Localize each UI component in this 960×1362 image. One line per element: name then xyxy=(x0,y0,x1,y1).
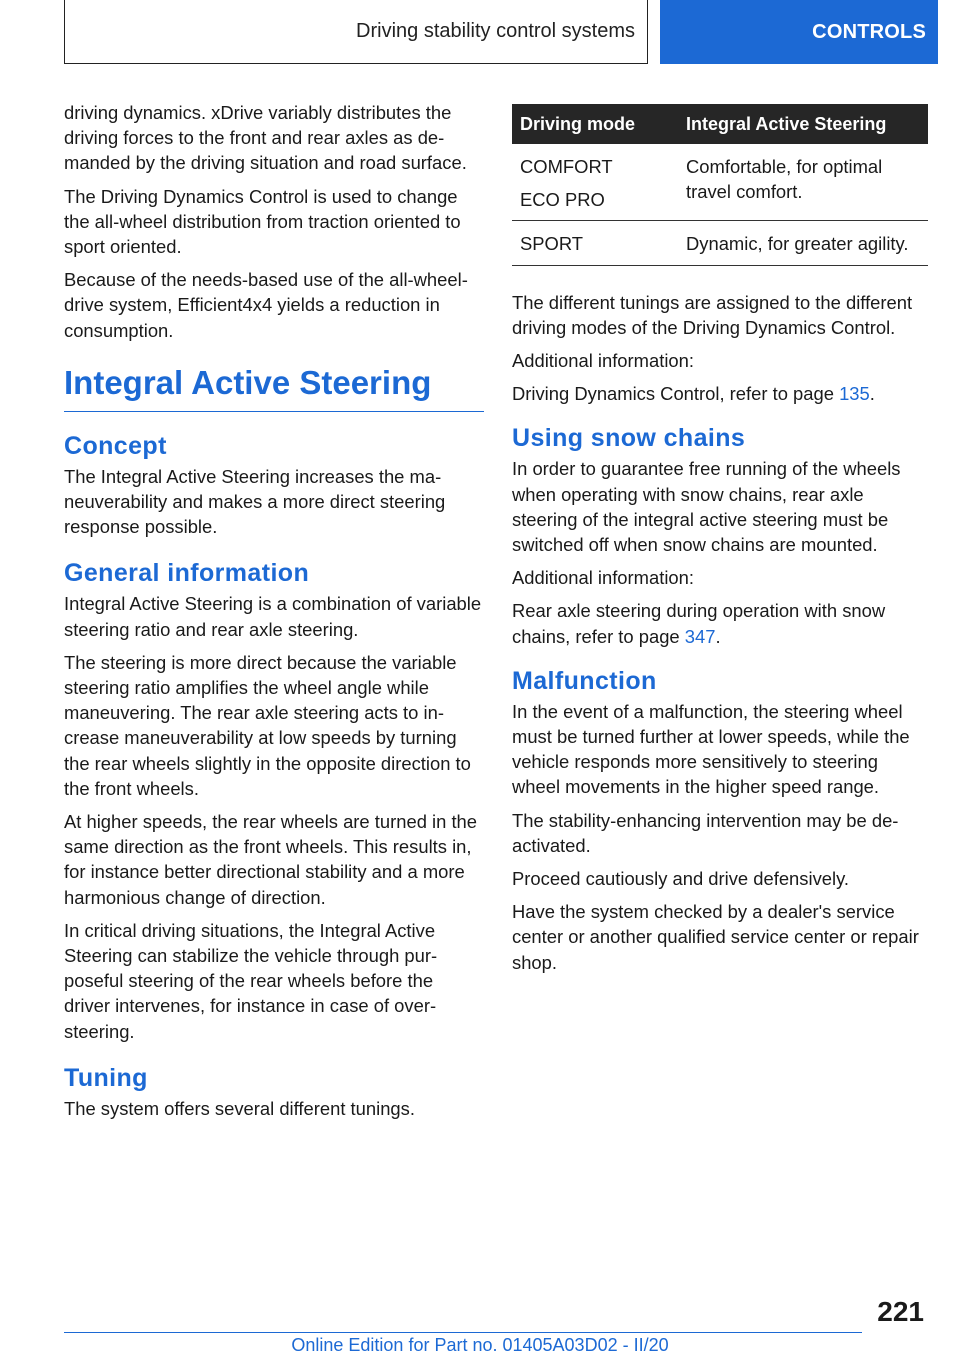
paragraph: Additional information: xyxy=(512,350,694,372)
table-header-driving-mode: Driving mode xyxy=(512,104,678,144)
paragraph: The different tunings are assigned to the different driving modes of the Driving Dynamics Control. xyxy=(512,291,913,338)
paragraph: Proceed cautiously and drive defensively. xyxy=(512,868,850,890)
table-cell-description: Comfortable, for optimal travel comfort. xyxy=(678,144,928,221)
header-section-title xyxy=(64,0,648,64)
page-number: 221 xyxy=(877,1296,924,1327)
header-chapter-tab[interactable] xyxy=(660,0,938,64)
header-chapter-text: CONTROLS xyxy=(812,20,926,43)
subheading-using-snow-chains: Using snow chains xyxy=(512,424,746,453)
subheading-malfunction: Malfunction xyxy=(512,666,657,695)
reference-text: Driving Dynamics Control, refer to page xyxy=(512,383,840,405)
paragraph: Integral Active Steering is a combination of variable steering ratio and rear axle steering. xyxy=(64,593,482,640)
paragraph-with-page-link: Rear axle steering during operation with snow chains, refer to page 347. xyxy=(512,600,886,647)
paragraph: The system offers several different tunings. xyxy=(64,1097,415,1119)
subheading-concept: Concept xyxy=(64,431,167,460)
driving-mode-table xyxy=(512,104,928,266)
subheading-general-information: General information xyxy=(64,559,310,588)
footer-divider xyxy=(64,1332,862,1333)
paragraph: In the event of a malfunction, the steering wheel must be turned further at lower speeds, while the vehicle responds more sensitively to steering wheel movements in the higher speed range. xyxy=(512,700,910,798)
paragraph: Have the system checked by a dealer's service center or another qualified service center or repair shop. xyxy=(512,901,919,973)
paragraph: The Integral Active Steering increases the maneuverability and makes a more direct steering response possible. xyxy=(64,465,446,538)
table-cell-mode: SPORT xyxy=(512,221,678,265)
paragraph: Additional information: xyxy=(512,567,694,589)
mode-comfort: COMFORT xyxy=(520,156,613,177)
subheading-tuning: Tuning xyxy=(64,1063,148,1092)
paragraph: In critical driving situations, the Integral Active Steering can stabilize the vehicle through purposeful steering of the rear wheels before the driver intervenes, for instance in case of oversteering. xyxy=(64,919,438,1042)
table-header-row xyxy=(512,104,928,144)
page-link-347[interactable]: 347 xyxy=(684,625,716,647)
reference-text: Rear axle steering during operation with snow chains, refer to page xyxy=(512,600,886,647)
left-column xyxy=(64,100,484,1129)
footer-edition: Online Edition for Part no. 01405A03D02 - II/20 xyxy=(291,1335,669,1355)
paragraph: driving dynamics. xDrive variably distributes the driving forces to the front and rear axles as demanded by the driving situation and road surface. xyxy=(64,102,467,174)
table-cell-mode xyxy=(512,144,678,221)
page-link-135[interactable]: 135 xyxy=(839,383,870,405)
mode-eco-pro: ECO PRO xyxy=(520,189,605,211)
paragraph: The stability-enhancing intervention may be deactivated. xyxy=(512,809,899,856)
table-cell-description: Dynamic, for greater agility. xyxy=(678,221,928,265)
table-header-integral-active-steering: Integral Active Steering xyxy=(678,104,928,144)
paragraph: The Driving Dynamics Control is used to change the all-wheel distribution from traction oriented to sport oriented. xyxy=(64,185,461,258)
paragraph: In order to guarantee free running of the wheels when operating with snow chains, rear axle steering of the integral active steering must be switched off when snow chains are mounted. xyxy=(512,458,901,556)
table-row xyxy=(512,221,928,265)
paragraph-with-page-link: Driving Dynamics Control, refer to page 135. xyxy=(512,383,875,405)
paragraph: At higher speeds, the rear wheels are turned in the same direction as the front wheels. This results in, for instance better directional stability and a more harmonious change of direction. xyxy=(64,811,478,908)
right-column xyxy=(512,104,928,983)
header-section-text: Driving stability control systems xyxy=(356,20,635,42)
paragraph: The steering is more direct because the variable steering ratio amplifies the wheel angle while maneuvering. The rear axle steering acts to increase maneuverability at low speeds by turning the rear wheels slightly in the opposite direction to the front wheels. xyxy=(64,651,471,799)
paragraph: Because of the needs-based use of the all-wheel-drive system, Efficient4x4 yields a reduction in consumption. xyxy=(64,269,468,341)
section-heading-integral-active-steering: Integral Active Steering xyxy=(64,361,484,412)
table-row xyxy=(512,144,928,221)
